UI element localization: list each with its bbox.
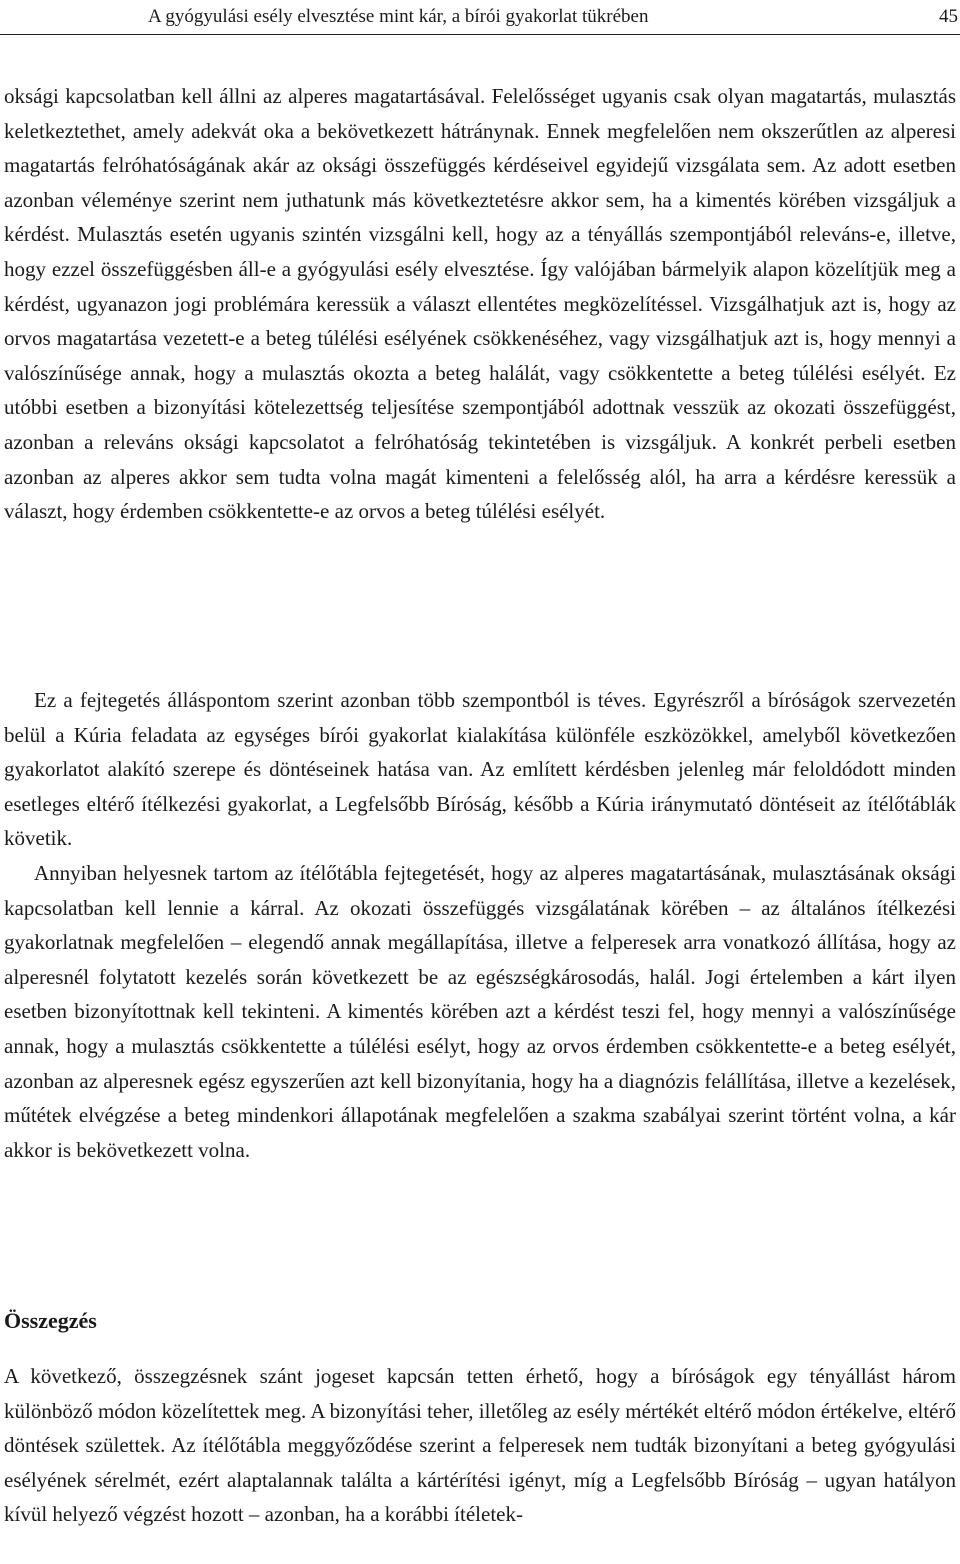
paragraph: A következő, összegzésnek szánt jogeset kapcsán tetten érhető, hogy a bíróságok egy tényállást három különböző módon közelítettek meg. A bizonyítási teher, illetőleg az esély mértékét eltérő módon értékelve, eltérő döntések születtek. Az ítélőtábla meggyőződése szerint a felperesek nem tudták bizonyítani a beteg gyógyulási esélyének sérelmét, ezért alaptalannak találta a kártérítési igényt, míg a Legfelsőbb Bíróság – ugyan hatályon kívül helyező végzést hozott – azonban, ha a korábbi ítéletek- (4, 1364, 956, 1527)
page-number: 45 (939, 6, 958, 27)
paragraph: Ez a fejtegetés álláspontom szerint azonban több szempontból is téves. Egyrészről a bíróságok szervezetén belül a Kúria feladata az egységes bírói gyakorlat kialakítása különféle eszközökkel, amelyből következően gyakorlatot alakító szerepe és döntéseinek hatása van. Az említett kérdésben jelenleg már feloldódott minden esetleges eltérő ítélkezési gyakorlat, a Legfelsőbb Bíróság, később a Kúria iránymutató döntéseit az ítélőtáblák követik. (4, 688, 956, 851)
paragraph: Annyiban helyesnek tartom az ítélőtábla fejtegetését, hogy az alperes magatartásának, mulasztásának oksági kapcsolatban kell lennie a kárral. Az okozati összefüggés vizsgálatának körében – az általános ítélkezési gyakorlatnak megfelelően – elegendő annak megállapítása, illetve a felperesek arra vonatkozó állítása, hogy az alperesnél folytatott kezelés során következett be az egészségkárosodás, halál. Jogi értelemben a kárt ilyen esetben bizonyítottnak kell tekinteni. A kimentés körében azt a kérdést teszi fel, hogy mennyi a valószínűsége annak, hogy a mulasztás csökkentette a túlélési esélyt, hogy az orvos érdemben csökkentette-e a beteg esélyét, azonban az alperesnek egész egyszerűen azt kell bizonyítania, hogy ha a diagnózis felállítása, illetve a kezelések, műtétek elvégzése a beteg mindenkori állapotának megfelelően a szakma szabályai szerint történt volna, a kár akkor is bekövetkezett volna. (4, 860, 956, 1162)
body-text-block (4, 683, 956, 1167)
paragraph-continuation: oksági kapcsolatban kell állni az alperes magatartásával. Felelősséget ugyanis csak olyan magatartás, mulasztás keletkeztethet, amely adekvát oka a bekövetkezett hátránynak. Ennek megfelelően nem okszerűtlen az alperesi magatartás felróhatóságának akár az oksági összefüggés kérdéseivel egyidejű vizsgálata sem. Az adott esetben azonban véleménye szerint nem juthatunk más következtetésre akkor sem, ha a kimentés körében vizsgáljuk a kérdést. Mulasztás esetén ugyanis szintén vizsgálni kell, hogy az a tényállás szempontjából releváns-e, illetve, hogy ezzel összefüggésben áll-e a gyógyulási esély elvesztése. Így valójában bármelyik alapon közelítjük meg a kérdést, ugyanazon jogi problémára keressük a választ ellentétes megközelítéssel. Vizsgálhatjuk azt is, hogy az orvos magatartása vezetett-e a beteg túlélési esélyének csökkenéséhez, vagy vizsgálhatjuk azt is, hogy mennyi a valószínűsége annak, hogy a mulasztás okozta a beteg halálát, vagy csökkentette a beteg túlélési esélyét. Ez utóbbi esetben a bizonyítási kötelezettség teljesítése szempontjából adottnak vesszük az okozati összefüggést, azonban a releváns oksági kapcsolatot a felróhatóság tekintetében is vizsgáljuk. A konkrét perbeli esetben azonban az alperes akkor sem tudta volna magát kimenteni a felelősség alól, ha arra a kérdésre keressük a választ, hogy érdemben csökkentette-e az orvos a beteg túlélési esélyét. (4, 84, 956, 524)
section-heading: Összegzés (4, 1308, 97, 1333)
running-header (0, 0, 960, 35)
body-text-block (4, 79, 956, 529)
running-header-title: A gyógyulási esély elvesztése mint kár, a bírói gyakorlat tükrében (148, 6, 649, 27)
body-text-block (4, 1359, 956, 1532)
